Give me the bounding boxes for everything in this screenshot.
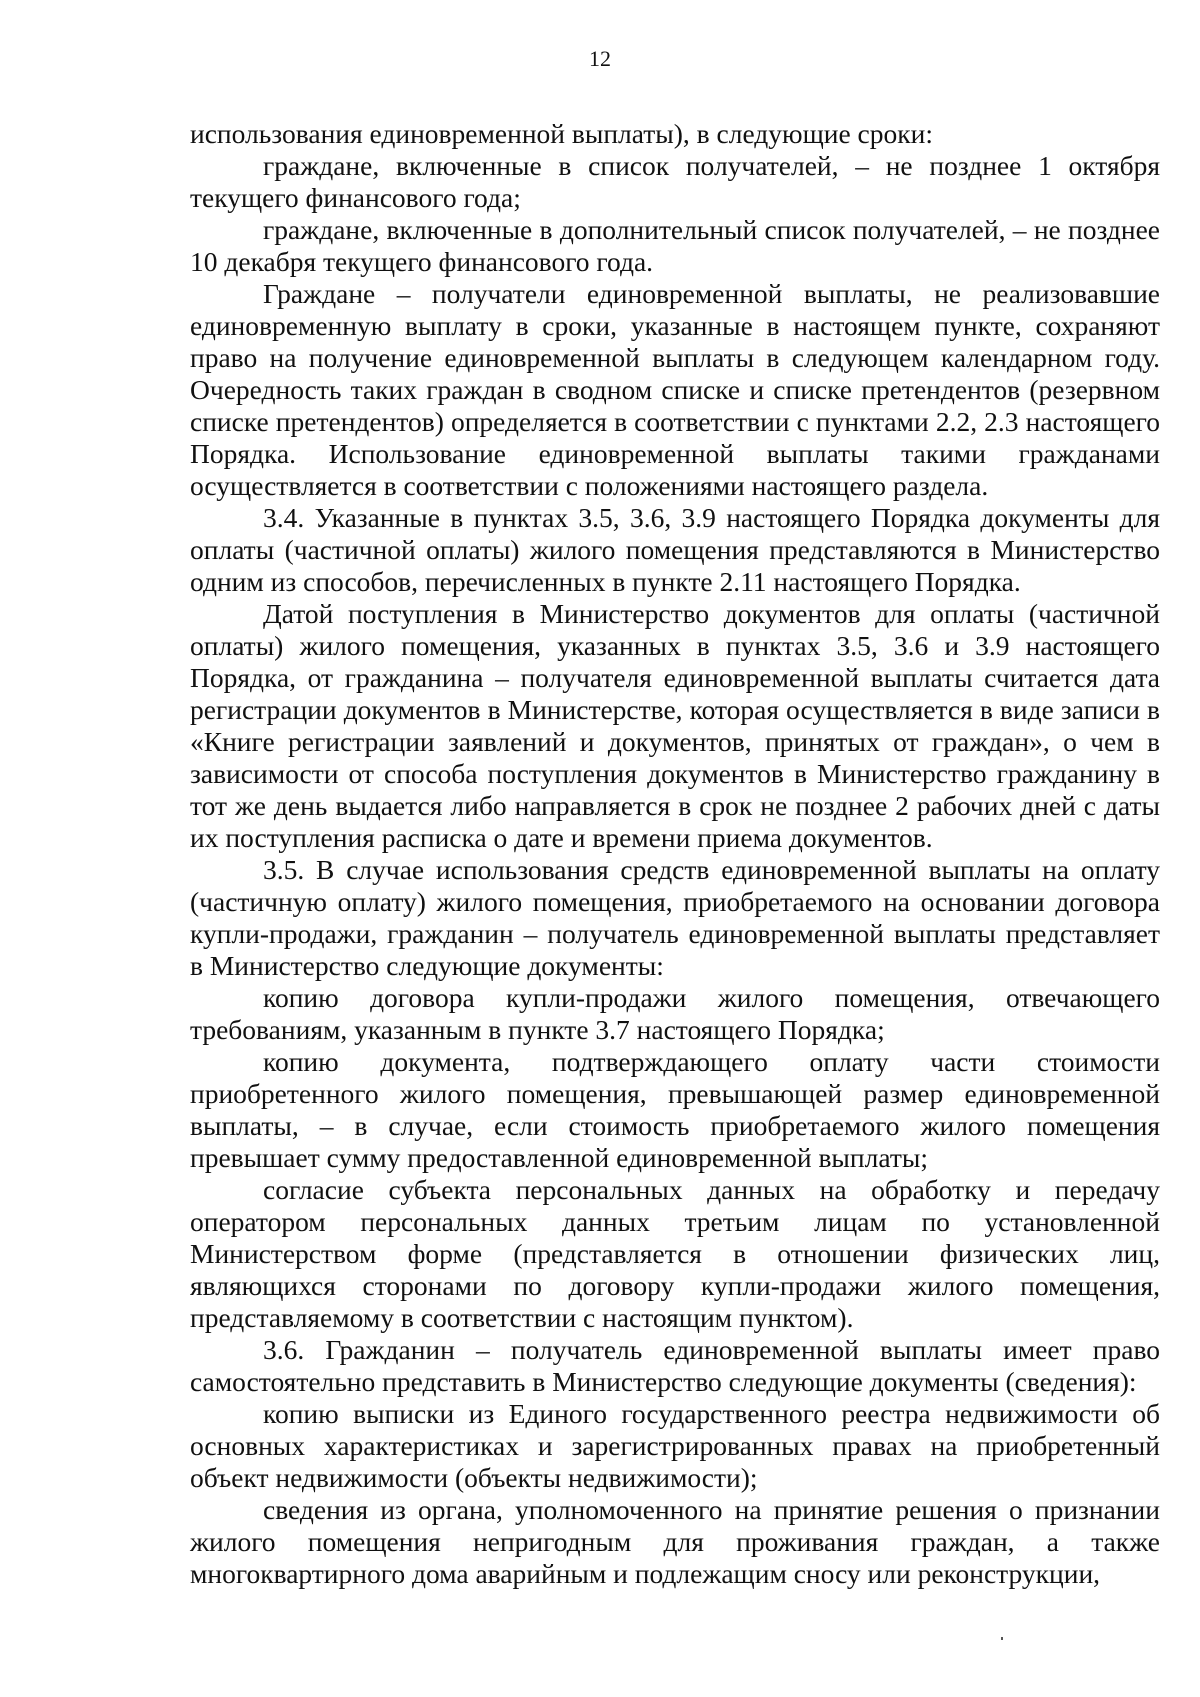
list-item-registry-extract: копию выписки из Единого государственного реестра недвижимости об основных характеристиках и зарегистрированных правах на приобретенный объект недвижимости (объекты недвижимости); bbox=[190, 1398, 1160, 1493]
paragraph-deadline-additional-list: граждане, включенные в дополнительный список получателей, – не позднее 10 декабря текущего финансового года. bbox=[190, 214, 1160, 277]
list-item-contract-copy: копию договора купли-продажи жилого помещения, отвечающего требованиям, указанным в пункте 3.7 настоящего Порядка; bbox=[190, 982, 1160, 1045]
paragraph-deadline-main-list: граждане, включенные в список получателей, – не позднее 1 октября текущего финансового года; bbox=[190, 150, 1160, 213]
document-body bbox=[190, 118, 1160, 1590]
paragraph-clause-3-6: 3.6. Гражданин – получатель единовременной выплаты имеет право самостоятельно представить в Министерство следующие документы (сведения): bbox=[190, 1334, 1160, 1397]
scan-speck bbox=[1001, 1637, 1003, 1640]
paragraph-unrealized-payment: Граждане – получатели единовременной выплаты, не реализовавшие единовременную выплату в сроки, указанные в настоящем пункте, сохраняют право на получение единовременной выплаты в следующем календарном году. Очередность таких граждан в сводном списке и списке претендентов (резервном списке претендентов) определяется в соответствии с пунктами 2.2, 2.3 настоящего Порядка. Использование единовременной выплаты такими гражданами осуществляется в соответствии с положениями настоящего раздела. bbox=[190, 278, 1160, 501]
paragraph-receipt-date: Датой поступления в Министерство документов для оплаты (частичной оплаты) жилого помещения, указанных в пунктах 3.5, 3.6 и 3.9 настоящего Порядка, от гражданина – получателя единовременной выплаты считается дата регистрации документов в Министерстве, которая осуществляется в виде записи в «Книге регистрации заявлений и документов, принятых от граждан», о чем в зависимости от способа поступления документов в Министерство гражданину в тот же день выдается либо направляется в срок не позднее 2 рабочих дней с даты их поступления расписка о дате и времени приема документов. bbox=[190, 598, 1160, 853]
list-item-payment-document: копию документа, подтверждающего оплату части стоимости приобретенного жилого помещения, превышающей размер единовременной выплаты, – в случае, если стоимость приобретаемого жилого помещения превышает сумму предоставленной единовременной выплаты; bbox=[190, 1046, 1160, 1173]
list-item-personal-data-consent: согласие субъекта персональных данных на обработку и передачу оператором персональных данных третьим лицам по установленной Министерством форме (представляется в отношении физических лиц, являющихся сторонами по договору купли-продажи жилого помещения, представляемому в соответствии с настоящим пунктом). bbox=[190, 1174, 1160, 1333]
list-item-authority-information: сведения из органа, уполномоченного на принятие решения о признании жилого помещения непригодным для проживания граждан, а также многоквартирного дома аварийным и подлежащим сносу или реконструкции, bbox=[190, 1494, 1160, 1589]
paragraph-clause-3-5: 3.5. В случае использования средств единовременной выплаты на оплату (частичную оплату) жилого помещения, приобретаемого на основании договора купли-продажи, гражданин – получатель единовременной выплаты представляет в Министерство следующие документы: bbox=[190, 854, 1160, 981]
paragraph-clause-3-4: 3.4. Указанные в пунктах 3.5, 3.6, 3.9 настоящего Порядка документы для оплаты (частичной оплаты) жилого помещения представляются в Министерство одним из способов, перечисленных в пункте 2.11 настоящего Порядка. bbox=[190, 502, 1160, 597]
page-number: 12 bbox=[589, 46, 611, 71]
paragraph-continuation: использования единовременной выплаты), в следующие сроки: bbox=[190, 118, 933, 149]
